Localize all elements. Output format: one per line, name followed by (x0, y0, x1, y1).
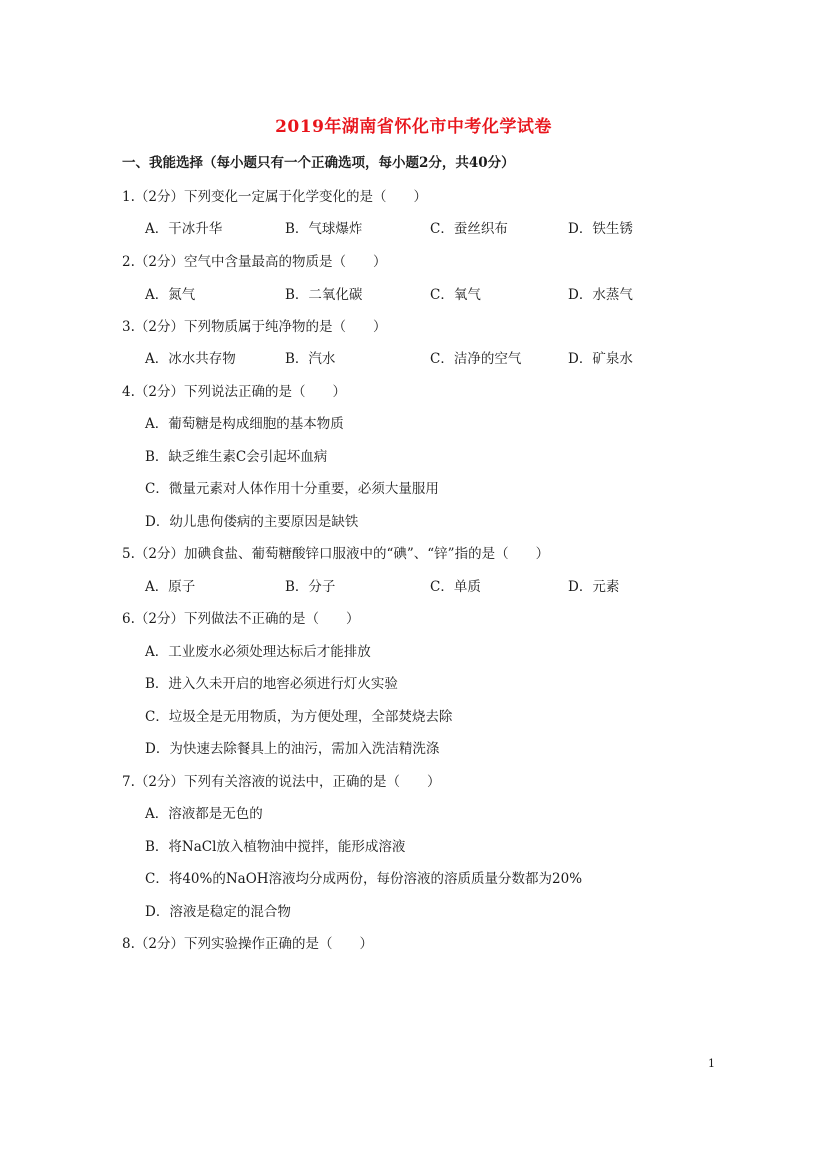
option-b[interactable]: B．将NaCl放入植物油中搅拌，能形成溶液 (145, 839, 406, 855)
option-a[interactable]: A．溶液都是无色的 (145, 806, 263, 822)
question-5-options (145, 575, 665, 595)
option-d[interactable]: D．元素 (568, 579, 620, 595)
option-a[interactable]: A．葡萄糖是构成细胞的基本物质 (145, 416, 344, 432)
option-d[interactable]: D．铁生锈 (568, 221, 633, 237)
option-a[interactable]: A．工业废水必须处理达标后才能排放 (145, 644, 371, 660)
option-b[interactable]: B．二氧化碳 (285, 287, 363, 303)
option-d[interactable]: D．为快速去除餐具上的油污，需加入洗洁精洗涤 (145, 741, 440, 757)
option-a[interactable]: A．原子 (145, 579, 196, 595)
option-c[interactable]: C．将40%的NaOH溶液均分成两份，每份溶液的溶质质量分数都为20% (145, 871, 583, 887)
option-c[interactable]: C．氧气 (430, 287, 481, 303)
question-8-stem: 8.（2分）下列实验操作正确的是（ ） (122, 936, 373, 952)
option-c[interactable]: C．单质 (430, 579, 481, 595)
option-b[interactable]: B．汽水 (285, 351, 336, 367)
option-c[interactable]: C．洁净的空气 (430, 351, 522, 367)
question-2-stem: 2.（2分）空气中含量最高的物质是（ ） (122, 254, 387, 270)
question-1-options (145, 217, 665, 237)
option-c[interactable]: C．垃圾全是无用物质，为方便处理，全部焚烧去除 (145, 709, 453, 725)
page-title: 2019年湖南省怀化市中考化学试卷 (275, 117, 552, 137)
option-c[interactable]: C．蚕丝织布 (430, 221, 508, 237)
page-number: 1 (708, 1057, 715, 1070)
question-1-stem: 1.（2分）下列变化一定属于化学变化的是（ ） (122, 189, 427, 205)
option-a[interactable]: A．氮气 (145, 287, 196, 303)
option-b[interactable]: B．缺乏维生素C会引起坏血病 (145, 449, 328, 465)
question-2-options (145, 283, 665, 303)
question-6-stem: 6.（2分）下列做法不正确的是（ ） (122, 611, 360, 627)
option-a[interactable]: A．干冰升华 (145, 221, 223, 237)
option-b[interactable]: B．进入久未开启的地窖必须进行灯火实验 (145, 676, 398, 692)
option-b[interactable]: B．分子 (285, 579, 336, 595)
question-5-stem: 5.（2分）加碘食盐、葡萄糖酸锌口服液中的“碘”、“锌”指的是（ ） (122, 546, 550, 562)
question-3-options (145, 347, 665, 367)
option-d[interactable]: D．幼儿患佝偻病的主要原因是缺铁 (145, 514, 359, 530)
option-d[interactable]: D．溶液是稳定的混合物 (145, 904, 291, 920)
question-4-stem: 4.（2分）下列说法正确的是（ ） (122, 384, 346, 400)
question-3-stem: 3.（2分）下列物质属于纯净物的是（ ） (122, 319, 387, 335)
section-heading: 一、我能选择（每小题只有一个正确选项，每小题2分，共40分） (122, 155, 515, 171)
option-d[interactable]: D．矿泉水 (568, 351, 633, 367)
option-d[interactable]: D．水蒸气 (568, 287, 633, 303)
option-c[interactable]: C．微量元素对人体作用十分重要，必须大量服用 (145, 481, 439, 497)
option-a[interactable]: A．冰水共存物 (145, 351, 236, 367)
question-7-stem: 7.（2分）下列有关溶液的说法中，正确的是（ ） (122, 774, 441, 790)
option-b[interactable]: B．气球爆炸 (285, 221, 363, 237)
